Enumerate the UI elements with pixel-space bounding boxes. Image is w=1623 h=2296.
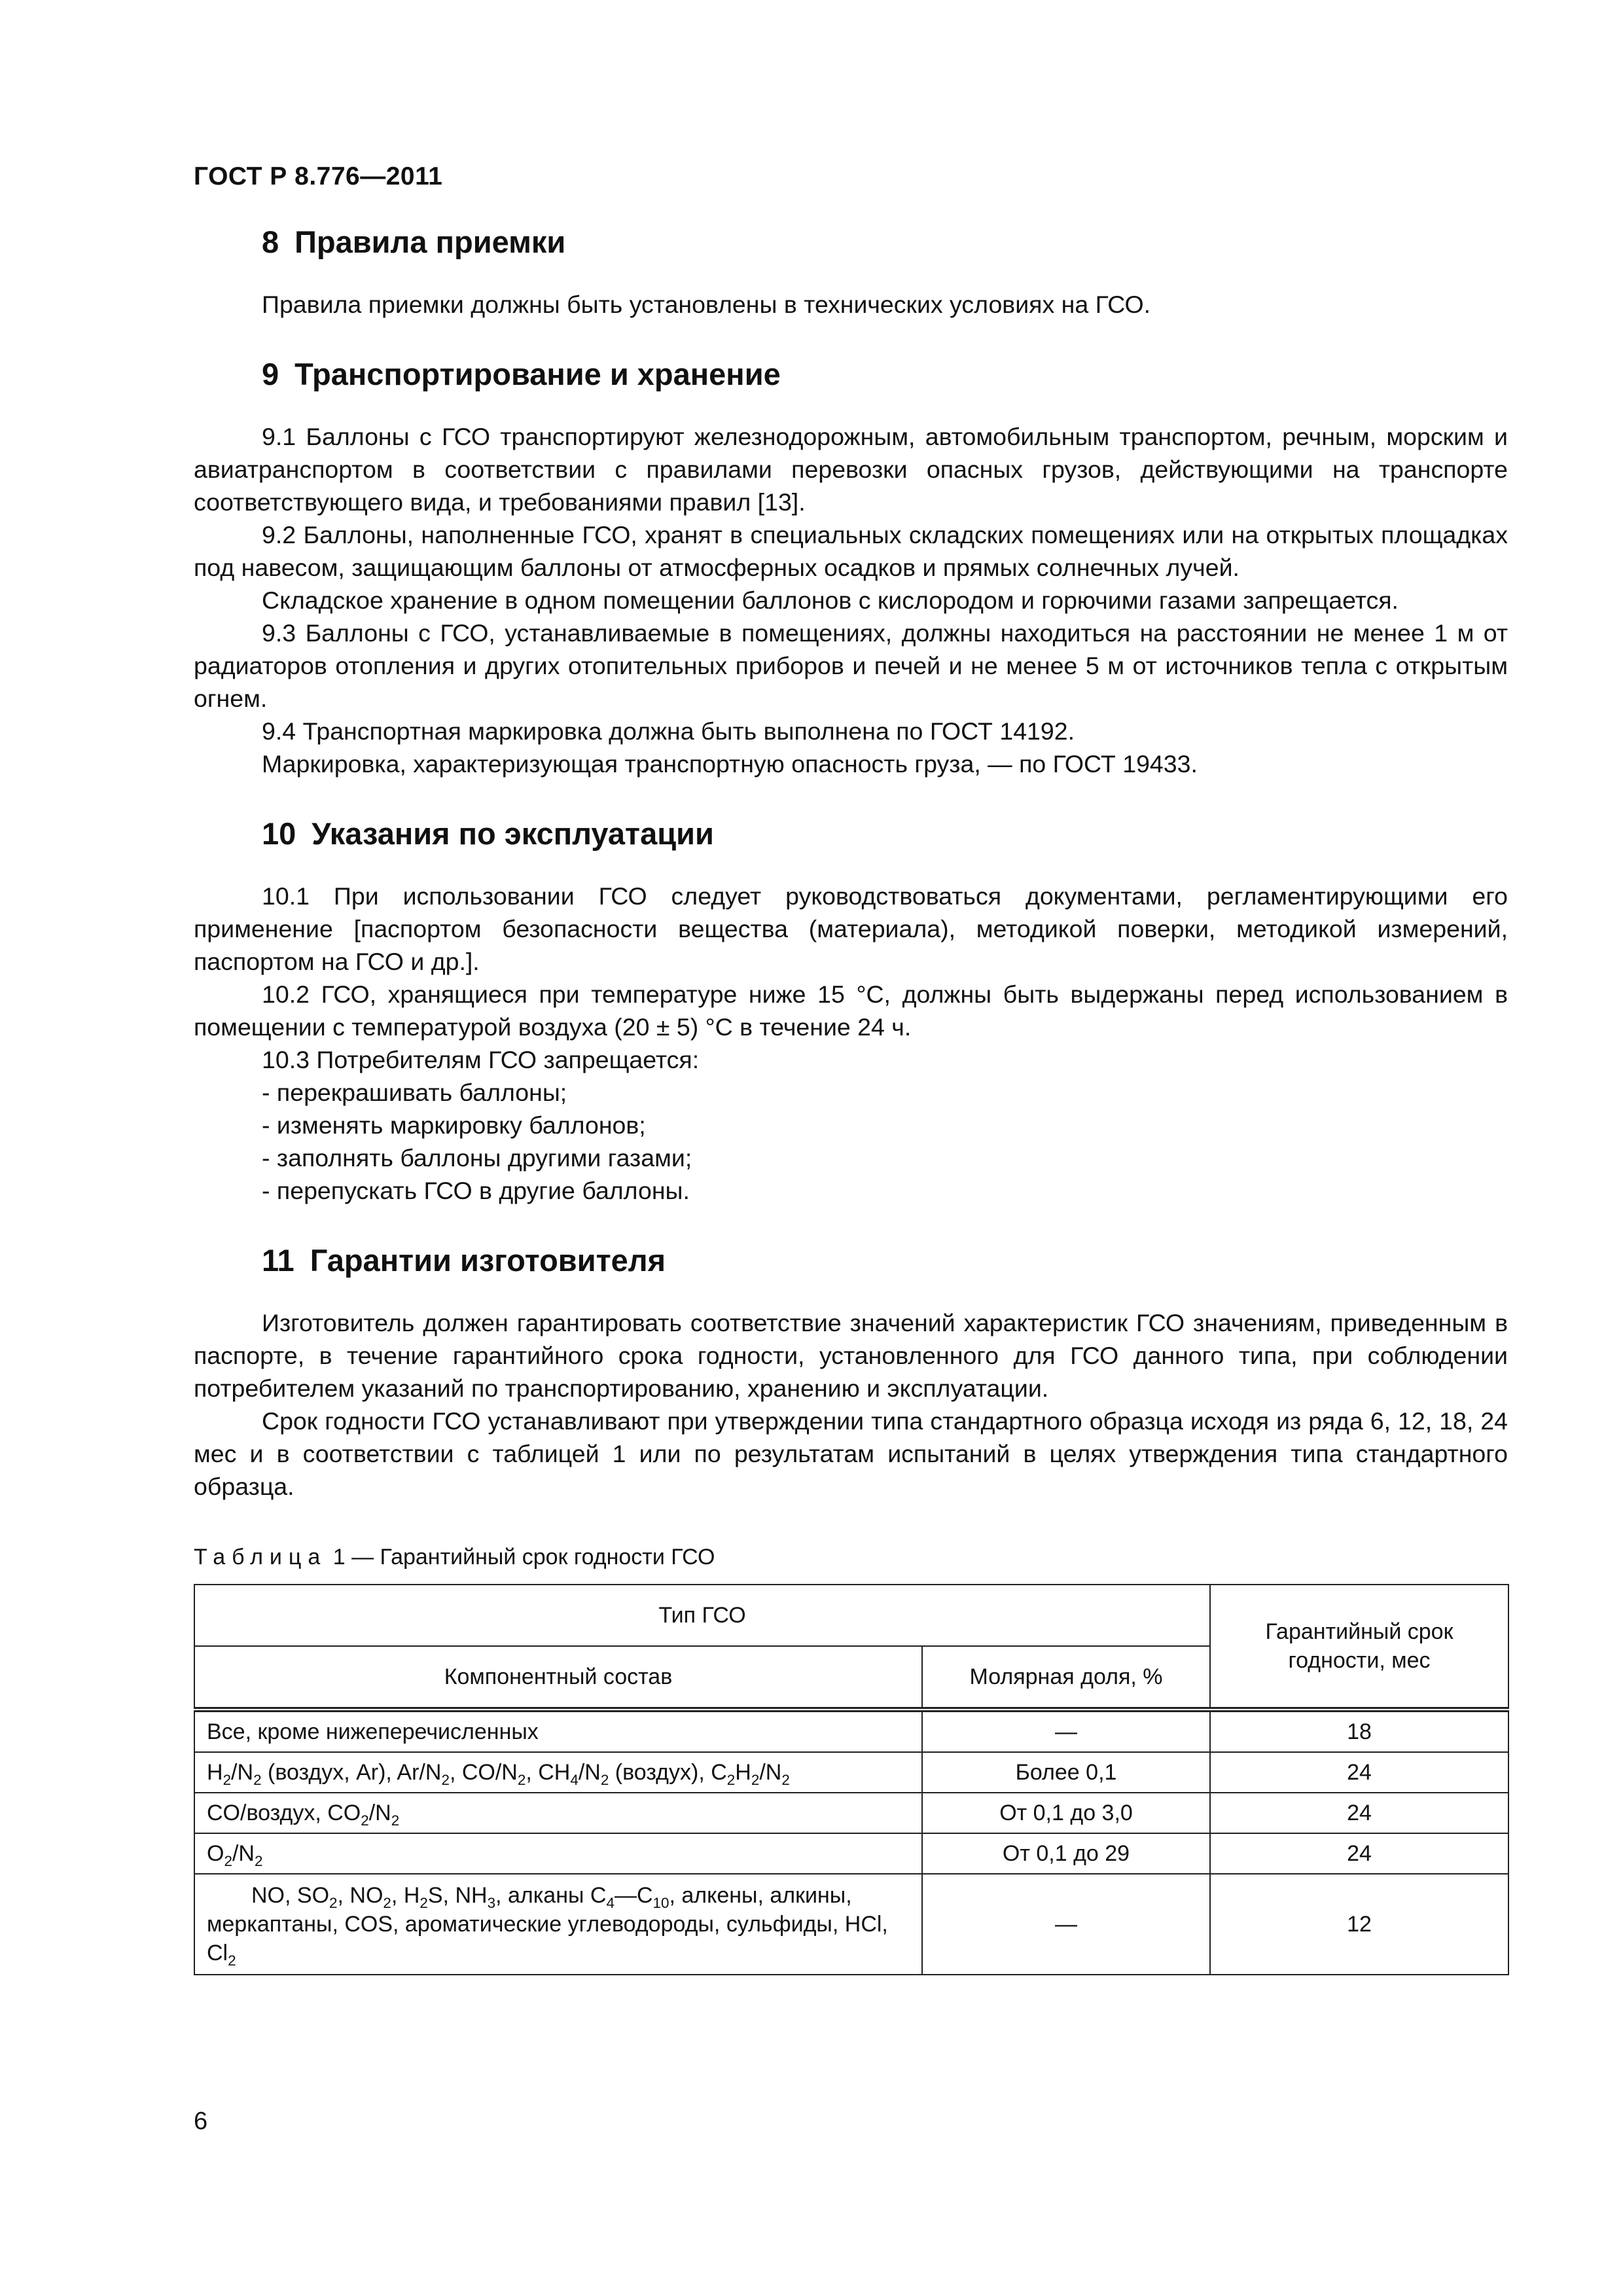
list-item: - заполнять баллоны другими газами; (262, 1144, 692, 1172)
section-number: 11 (262, 1243, 294, 1278)
table-row (194, 1833, 1508, 1874)
table-caption (194, 1542, 1508, 1572)
list-item: - изменять маркировку баллонов; (262, 1111, 646, 1139)
table-row (194, 1710, 1508, 1752)
paragraph: Складское хранение в одном помещении баллонов с кислородом и горючими газами запрещается. (262, 586, 1399, 614)
paragraph: Изготовитель должен гарантировать соответствие значений характеристик ГСО значениям, приведенным в паспорте, в течение гарантийного срока годности, установленного для ГСО данного типа, при соблюдении потребителем указаний по транспортированию, хранению и эксплуатации. (194, 1309, 1508, 1402)
cell-molar: Более 0,1 (922, 1752, 1210, 1793)
cell-molar: От 0,1 до 29 (922, 1833, 1210, 1874)
cell-months: 24 (1210, 1833, 1508, 1874)
table-caption-text: 1 — Гарантийный срок годности ГСО (327, 1545, 715, 1570)
section-title: Транспортирование и хранение (294, 357, 781, 391)
paragraph: 9.1 Баллоны с ГСО транспортируют железнодорожным, автомобильным транспортом, речным, морским и авиатранспортом в соответствии с правилами перевозки опасных грузов, действующими на транспорте соответствующего вида, и требованиями правил [13]. (194, 423, 1508, 516)
document-code-header: ГОСТ Р 8.776—2011 (194, 162, 443, 190)
table-row (194, 1874, 1508, 1975)
section-number: 10 (262, 816, 296, 851)
section-number: 8 (262, 224, 279, 259)
cell-component: $H_2/N_2$ (воздух, Ar), $Ar/N_2$, $CO/N_2$, $CH_4/N_2$ (воздух), $C_2H_2/N_2$ (194, 1752, 922, 1793)
cell-molar: От 0,1 до 3,0 (922, 1793, 1210, 1833)
cell-component: $O_2/N_2$ (194, 1833, 922, 1874)
section-11-heading (194, 1241, 1508, 1280)
header-guarantee: Гарантийный срок годности, мес (1210, 1585, 1508, 1710)
paragraph: Маркировка, характеризующая транспортную опасность груза, — по ГОСТ 19433. (262, 750, 1198, 778)
table-caption-word: Таблица (194, 1545, 327, 1570)
section-9-heading (194, 355, 1508, 394)
section-10-heading (194, 814, 1508, 853)
paragraph: 9.2 Баллоны, наполненные ГСО, хранят в специальных складских помещениях или на открытых площадках под навесом, защищающим баллоны от атмосферных осадков и прямых солнечных лучей. (194, 521, 1508, 581)
paragraph: Срок годности ГСО устанавливают при утверждении типа стандартного образца исходя из ряда 6, 12, 18, 24 мес и в соответствии с таблицей 1 или по результатам испытаний в целях утверждения типа стандартного образца. (194, 1407, 1508, 1500)
paragraph: 10.1 При использовании ГСО следует руководствоваться документами, регламентирующими его применение [паспортом безопасности вещества (материала), методикой поверки, методикой измерений, паспортом на ГСО и др.]. (194, 882, 1508, 975)
cell-component: CO/воздух, $CO_2/N_2$ (194, 1793, 922, 1833)
section-title: Правила приемки (294, 224, 566, 259)
paragraph: 9.4 Транспортная маркировка должна быть выполнена по ГОСТ 14192. (262, 717, 1075, 745)
header-molar: Молярная доля, % (922, 1646, 1210, 1710)
paragraph: Правила приемки должны быть установлены в технических условиях на ГСО. (262, 291, 1151, 318)
list-item: - перекрашивать баллоны; (262, 1079, 567, 1106)
document-body (194, 223, 1508, 1975)
cell-months: 24 (1210, 1793, 1508, 1833)
header-component: Компонентный состав (194, 1646, 922, 1710)
page-number: 6 (194, 2108, 208, 2135)
section-title: Гарантии изготовителя (310, 1243, 666, 1278)
cell-months: 24 (1210, 1752, 1508, 1793)
section-number: 9 (262, 357, 279, 391)
section-8-heading (194, 223, 1508, 262)
cell-component: Все, кроме нижеперечисленных (194, 1710, 922, 1752)
section-title: Указания по эксплуатации (312, 816, 714, 851)
cell-months: 12 (1210, 1874, 1508, 1975)
paragraph: 10.2 ГСО, хранящиеся при температуре ниже 15 °C, должны быть выдержаны перед использованием в помещении с температурой воздуха (20 ± 5) °C в течение 24 ч. (194, 980, 1508, 1041)
cell-months: 18 (1210, 1710, 1508, 1752)
cell-molar: — (922, 1874, 1210, 1975)
header-type: Тип ГСО (194, 1585, 1210, 1646)
paragraph: 10.3 Потребителям ГСО запрещается: (262, 1046, 700, 1073)
table-row (194, 1793, 1508, 1833)
cell-component: NO, $SO_2$, $NO_2$, $H_2S$, $NH_3$, алканы $C_4—C_{10}$, алкены, алкины, меркаптаны, COS, ароматические углеводороды, сульфиды, HCl, $Cl_2$ (194, 1874, 922, 1975)
paragraph: 9.3 Баллоны с ГСО, устанавливаемые в помещениях, должны находиться на расстоянии не менее 1 м от радиаторов отопления и других отопительных приборов и печей и не менее 5 м от источников тепла с открытым огнем. (194, 619, 1508, 712)
cell-molar: — (922, 1710, 1210, 1752)
shelf-life-table (194, 1584, 1509, 1975)
table-row (194, 1752, 1508, 1793)
list-item: - перепускать ГСО в другие баллоны. (262, 1177, 690, 1204)
table-header-row (194, 1585, 1508, 1646)
